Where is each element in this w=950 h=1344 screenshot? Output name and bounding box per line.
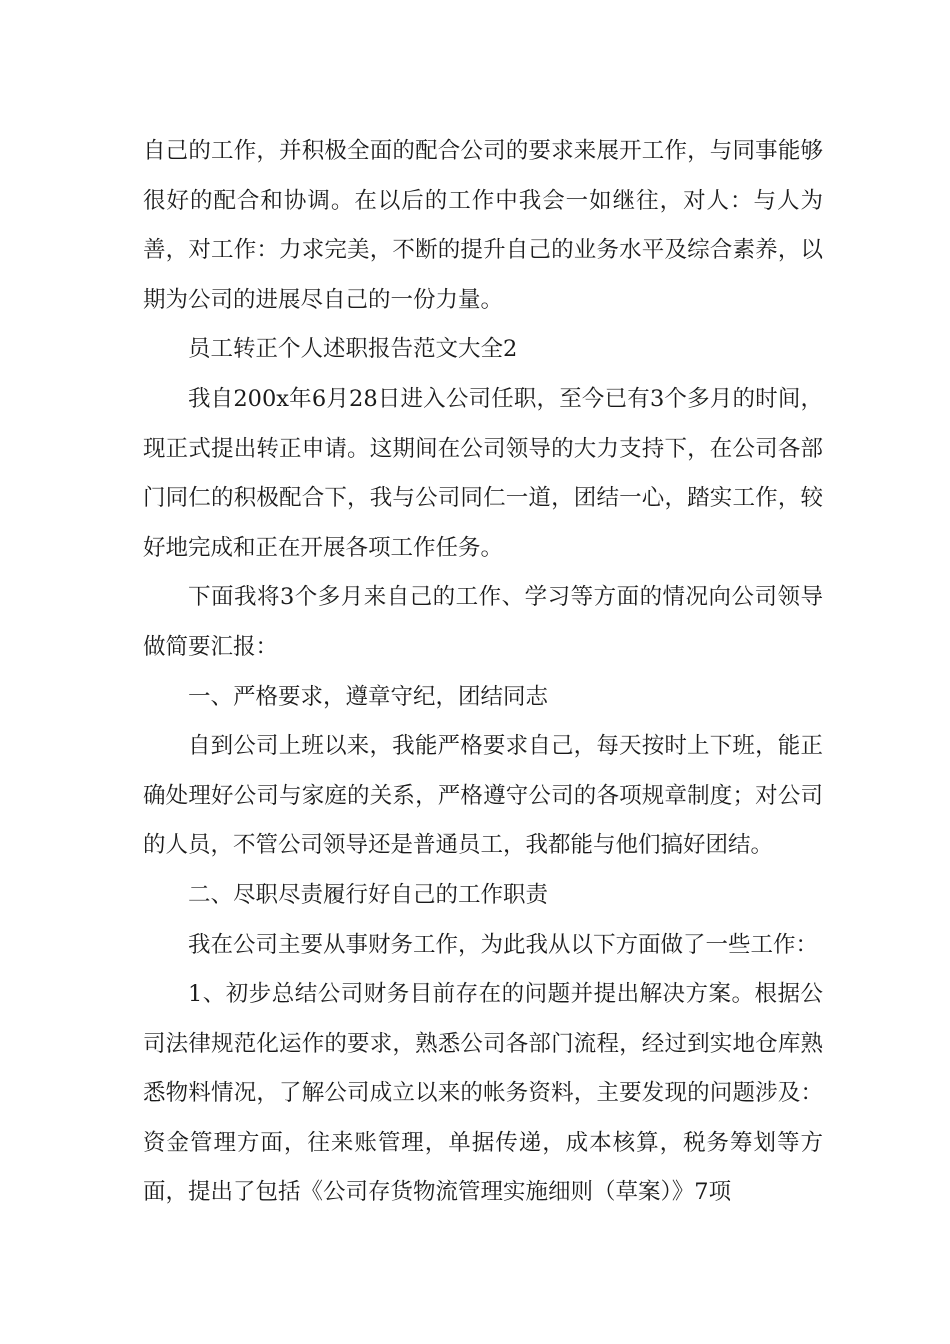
document-body xyxy=(143,127,823,1218)
paragraph-finance-work: 我在公司主要从事财务工作，为此我从以下方面做了一些工作： xyxy=(188,931,819,958)
paragraph-item-one: 1、初步总结公司财务目前存在的问题并提出解决方案。根据公司法律规范化运作的要求，熟悉公司各部门流程，经过到实地仓库熟悉物料情况，了解公司成立以来的帐务资料，主要发现的问题涉及：资金管理方面，往来账管理，单据传递，成本核算，税务筹划等方面，提出了包括《公司存货物流管理实施细则（草案）》7项 xyxy=(143,981,823,1206)
paragraph-discipline: 自到公司上班以来，我能严格要求自己，每天按时上下班，能正确处理好公司与家庭的关系，严格遵守公司的各项规章制度；对公司的人员，不管公司领导还是普通员工，我都能与他们搞好团结。 xyxy=(143,733,823,859)
paragraph-intro: 我自200x年6月28日进入公司任职，至今已有3个多月的时间，现正式提出转正申请。这期间在公司领导的大力支持下，在公司各部门同仁的积极配合下，我与公司同仁一道，团结一心，踏实工作，较好地完成和正在开展各项工作任务。 xyxy=(143,385,823,561)
heading-one: 一、严格要求，遵章守纪，团结同志 xyxy=(188,683,549,710)
paragraph-continuation: 自己的工作，并积极全面的配合公司的要求来展开工作，与同事能够很好的配合和协调。在以后的工作中我会一如继往，对人：与人为善，对工作：力求完美，不断的提升自己的业务水平及综合素养，以期为公司的进展尽自己的一份力量。 xyxy=(143,138,823,313)
section-title: 员工转正个人述职报告范文大全2 xyxy=(188,336,518,363)
paragraph-report-lead: 下面我将3个多月来自己的工作、学习等方面的情况向公司领导做简要汇报： xyxy=(143,584,823,660)
heading-two: 二、尽职尽责履行好自己的工作职责 xyxy=(188,881,549,908)
